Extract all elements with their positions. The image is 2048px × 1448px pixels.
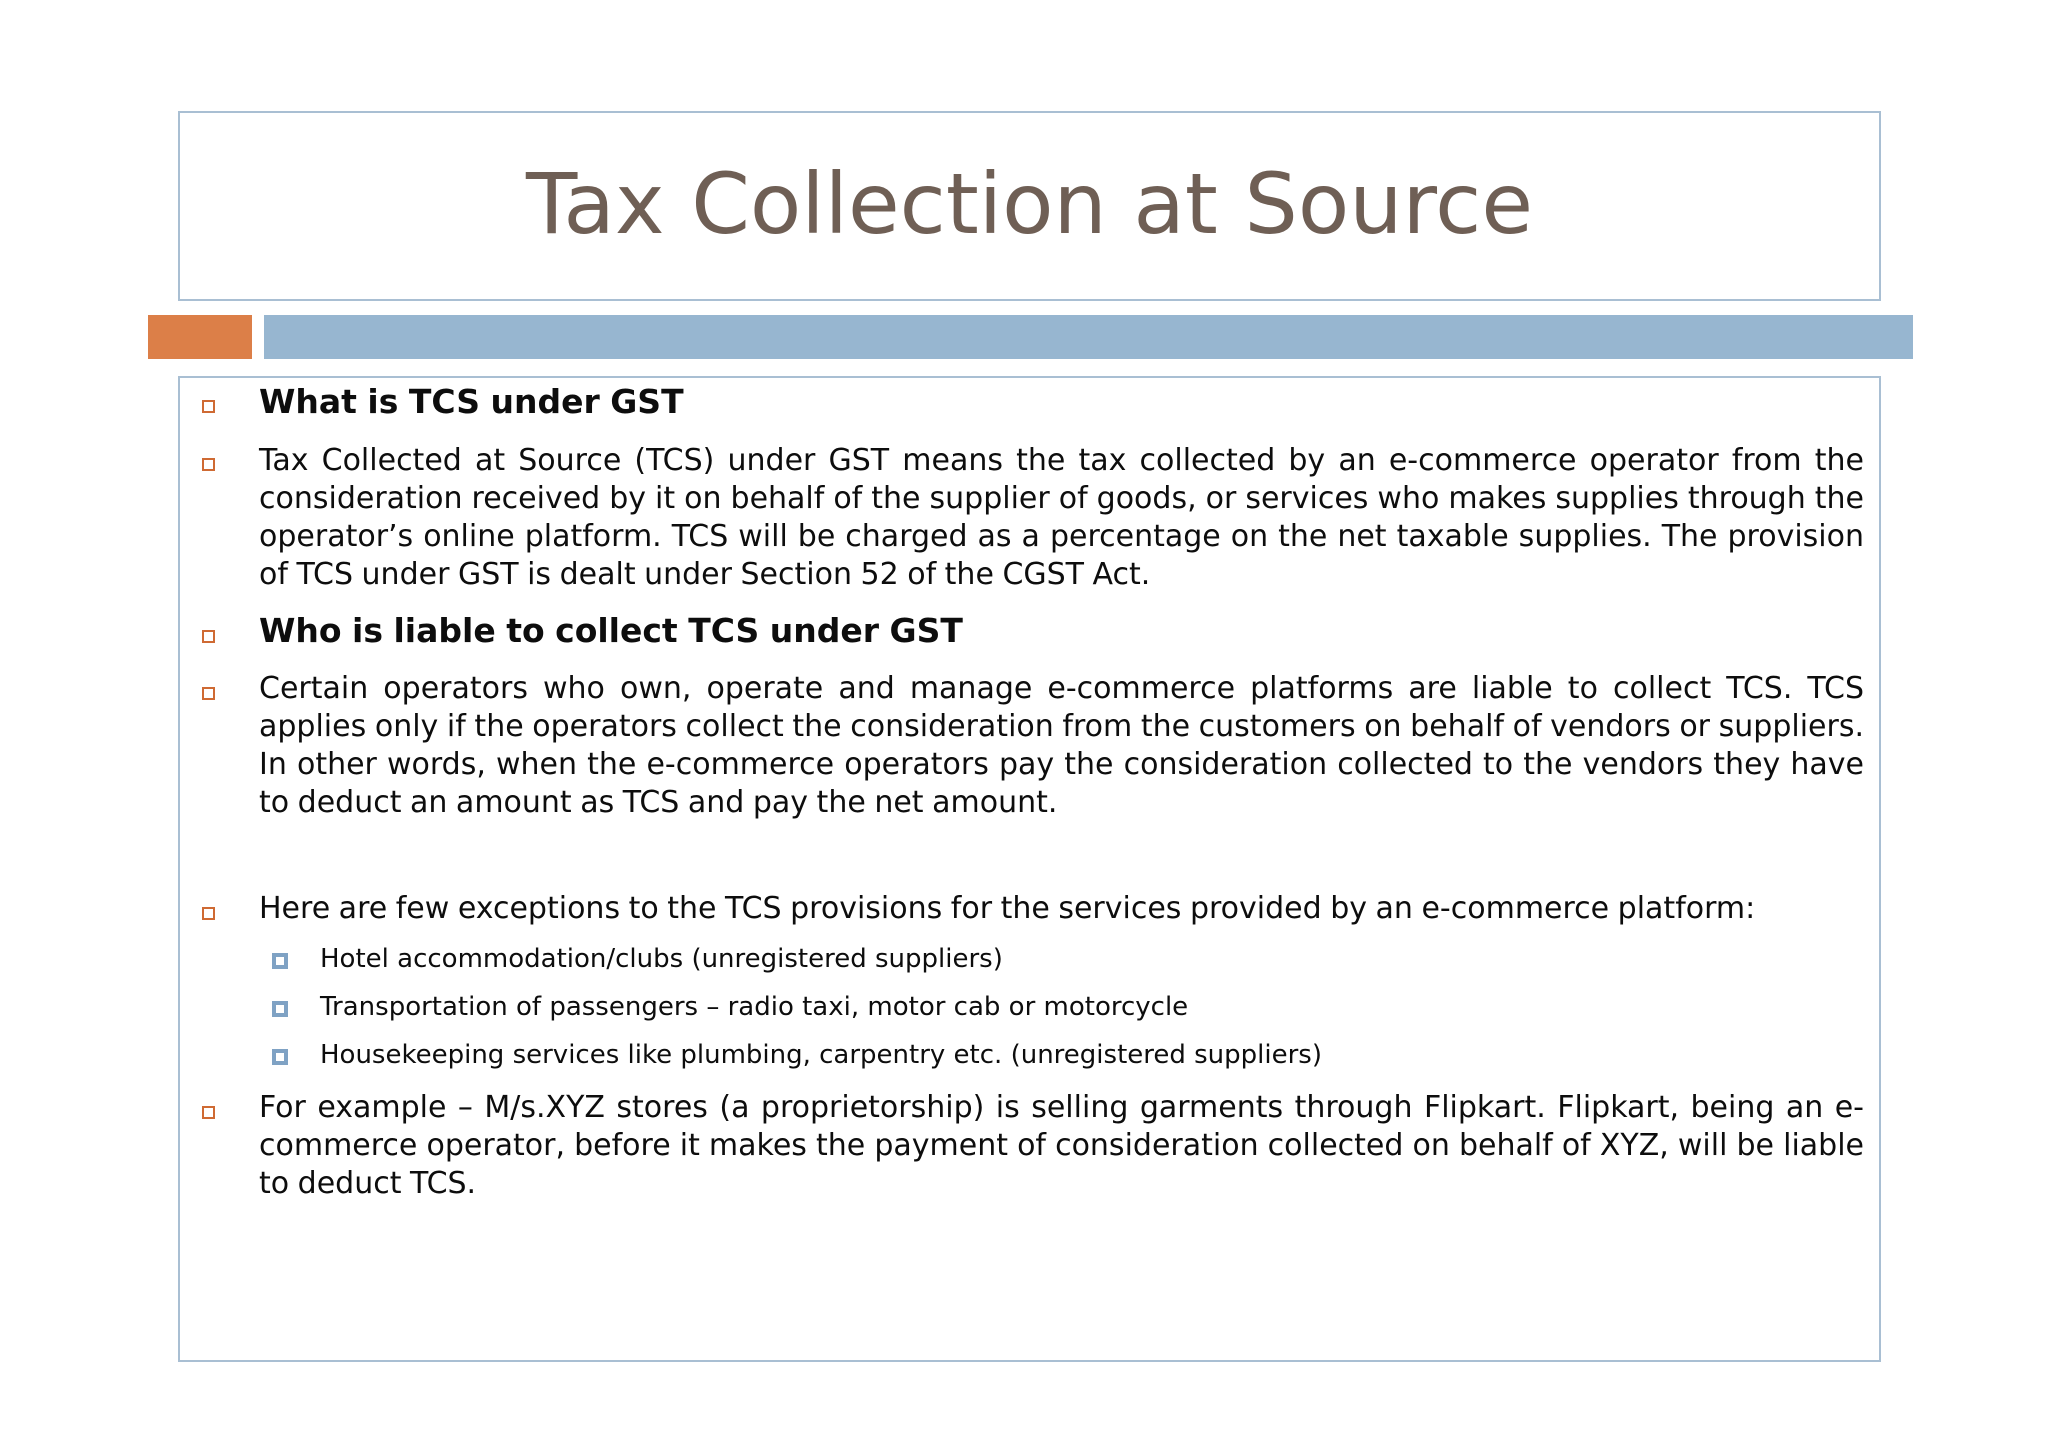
title-box	[178, 111, 1881, 301]
heading-who-is-liable: Who is liable to collect TCS under GST	[259, 611, 963, 650]
heading-what-is-tcs: What is TCS under GST	[259, 382, 684, 421]
accent-bar-blue	[264, 315, 1913, 359]
exception-item-transport: Transportation of passengers – radio taxi, motor cab or motorcycle	[320, 992, 1189, 1022]
content-box	[178, 376, 1881, 1362]
bullet-square-icon	[202, 458, 215, 471]
accent-bar-orange	[148, 315, 252, 359]
paragraph-tcs-definition: Tax Collected at Source (TCS) under GST means the tax collected by an e-commerce operator from the consideration received by it on behalf of the supplier of goods, or services who makes supplies through the operator’s online platform. TCS will be charged as a percentage on the net taxable supplies. The provision of TCS under GST is dealt under Section 52 of the CGST Act.	[259, 443, 1864, 592]
sub-bullet-square-icon	[272, 1001, 288, 1017]
paragraph-example: For example – M/s.XYZ stores (a proprietorship) is selling garments through Flipkart. Flipkart, being an e-commerce operator, before it makes the payment of consideration collected on behalf of XYZ, will be liable to deduct TCS.	[259, 1090, 1864, 1201]
bullet-square-icon	[202, 630, 215, 643]
exception-item-hotel: Hotel accommodation/clubs (unregistered suppliers)	[320, 944, 1003, 974]
sub-bullet-square-icon	[272, 1049, 288, 1065]
exception-item-housekeeping: Housekeeping services like plumbing, carpentry etc. (unregistered suppliers)	[320, 1040, 1322, 1070]
bullet-square-icon	[202, 907, 215, 920]
bullet-square-icon	[202, 1106, 215, 1119]
sub-bullet-square-icon	[272, 953, 288, 969]
bullet-square-icon	[202, 400, 215, 413]
paragraph-exceptions-intro: Here are few exceptions to the TCS provisions for the services provided by an e-commerce platform:	[259, 891, 1756, 926]
slide-title: Tax Collection at Source	[525, 155, 1534, 253]
bullet-square-icon	[202, 687, 215, 700]
paragraph-liable-operators: Certain operators who own, operate and manage e-commerce platforms are liable to collect TCS. TCS applies only if the operators collect the consideration from the customers on behalf of vendors or suppliers. In other words, when the e-commerce operators pay the consideration collected to the vendors they have to deduct an amount as TCS and pay the net amount.	[259, 671, 1864, 820]
